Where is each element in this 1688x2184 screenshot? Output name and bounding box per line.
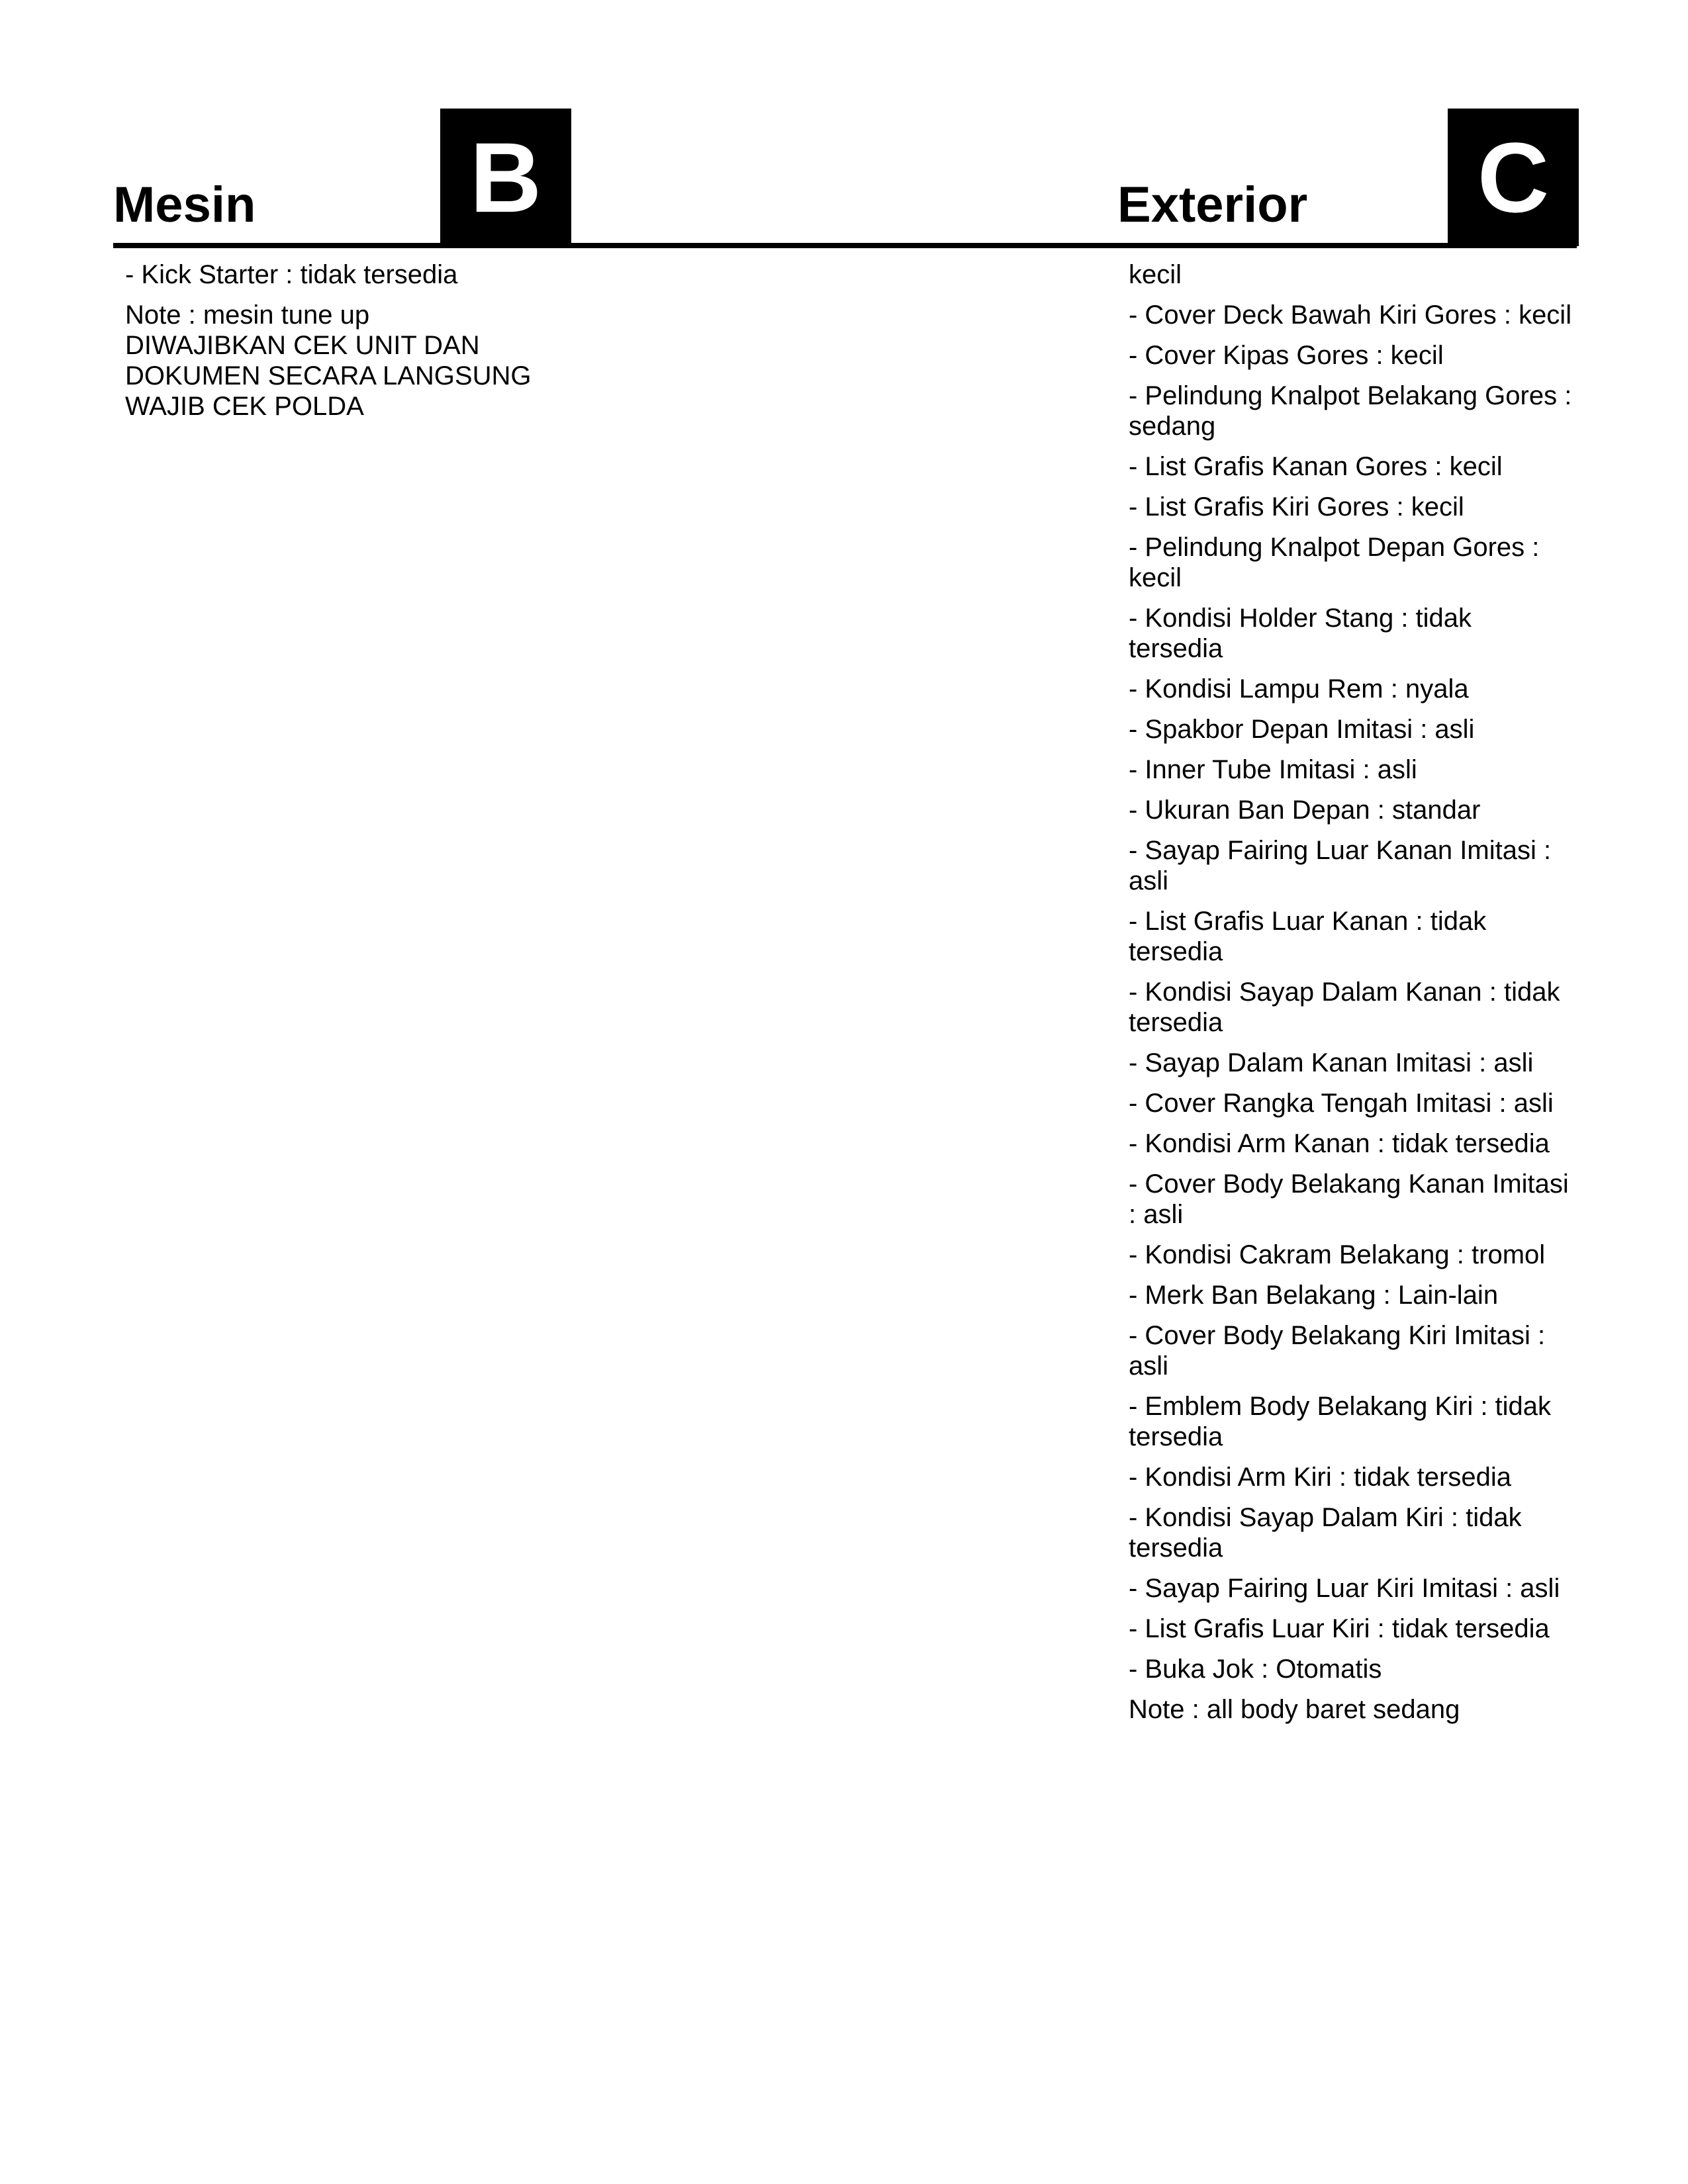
- exterior-detail-item: - Sayap Fairing Luar Kanan Imitasi : asli: [1129, 836, 1552, 895]
- exterior-detail-item: - List Grafis Kiri Gores : kecil: [1129, 492, 1464, 522]
- exterior-detail-item: - Kondisi Sayap Dalam Kiri : tidak tersedia: [1129, 1503, 1522, 1563]
- exterior-detail-item: - Kondisi Lampu Rem : nyala: [1129, 674, 1469, 704]
- mesin-details-column: [125, 259, 588, 422]
- exterior-detail-item: - Kondisi Arm Kanan : tidak tersedia: [1129, 1129, 1550, 1158]
- exterior-detail-item: - Cover Body Belakang Kiri Imitasi : asli: [1129, 1321, 1546, 1381]
- exterior-detail-item: - Kondisi Sayap Dalam Kanan : tidak tersedia: [1129, 978, 1560, 1037]
- exterior-detail-item: - Sayap Dalam Kanan Imitasi : asli: [1129, 1048, 1534, 1077]
- mesin-note: Note : mesin tune up: [125, 300, 370, 330]
- exterior-detail-item: - Spakbor Depan Imitasi : asli: [1129, 715, 1475, 744]
- exterior-section-title: Exterior: [1117, 177, 1308, 233]
- exterior-detail-item: kecil: [1129, 260, 1182, 289]
- exterior-detail-item: - List Grafis Luar Kiri : tidak tersedia: [1129, 1614, 1550, 1643]
- mesin-note-line: DIWAJIBKAN CEK UNIT DAN: [125, 331, 480, 360]
- exterior-detail-item: - Emblem Body Belakang Kiri : tidak tersedia: [1129, 1392, 1552, 1451]
- mesin-note-line: WAJIB CEK POLDA: [125, 392, 364, 421]
- mesin-section-letter-badge: B: [440, 109, 571, 246]
- exterior-detail-item: - List Grafis Kanan Gores : kecil: [1129, 452, 1503, 481]
- mesin-section-title: Mesin: [113, 177, 256, 233]
- exterior-detail-item: - Cover Body Belakang Kanan Imitasi : asli: [1129, 1169, 1569, 1229]
- exterior-detail-item: - Pelindung Knalpot Depan Gores : kecil: [1129, 533, 1540, 592]
- exterior-detail-item: - Buka Jok : Otomatis: [1129, 1655, 1382, 1684]
- exterior-details-column: [1129, 259, 1572, 1725]
- exterior-detail-item: - Cover Rangka Tengah Imitasi : asli: [1129, 1089, 1554, 1118]
- exterior-detail-item: - List Grafis Luar Kanan : tidak tersedia: [1129, 907, 1487, 966]
- exterior-detail-item: - Inner Tube Imitasi : asli: [1129, 755, 1417, 784]
- mesin-note-line: DOKUMEN SECARA LANGSUNG: [125, 361, 532, 390]
- exterior-detail-item: - Cover Deck Bawah Kiri Gores : kecil: [1129, 300, 1572, 330]
- exterior-detail-item: - Cover Kipas Gores : kecil: [1129, 341, 1444, 370]
- exterior-detail-item: - Pelindung Knalpot Belakang Gores : sedang: [1129, 381, 1572, 441]
- exterior-section-letter-badge: C: [1448, 109, 1579, 246]
- exterior-detail-item: - Sayap Fairing Luar Kiri Imitasi : asli: [1129, 1574, 1560, 1603]
- exterior-detail-item: - Merk Ban Belakang : Lain-lain: [1129, 1281, 1499, 1310]
- exterior-detail-item: - Kondisi Arm Kiri : tidak tersedia: [1129, 1463, 1511, 1492]
- header-divider-rule: [113, 243, 1577, 248]
- exterior-detail-item: - Ukuran Ban Depan : standar: [1129, 796, 1481, 825]
- exterior-detail-item: - Kondisi Cakram Belakang : tromol: [1129, 1240, 1546, 1269]
- exterior-detail-item: - Kondisi Holder Stang : tidak tersedia: [1129, 604, 1472, 663]
- exterior-note: Note : all body baret sedang: [1129, 1695, 1460, 1724]
- mesin-detail-item: - Kick Starter : tidak tersedia: [125, 260, 458, 289]
